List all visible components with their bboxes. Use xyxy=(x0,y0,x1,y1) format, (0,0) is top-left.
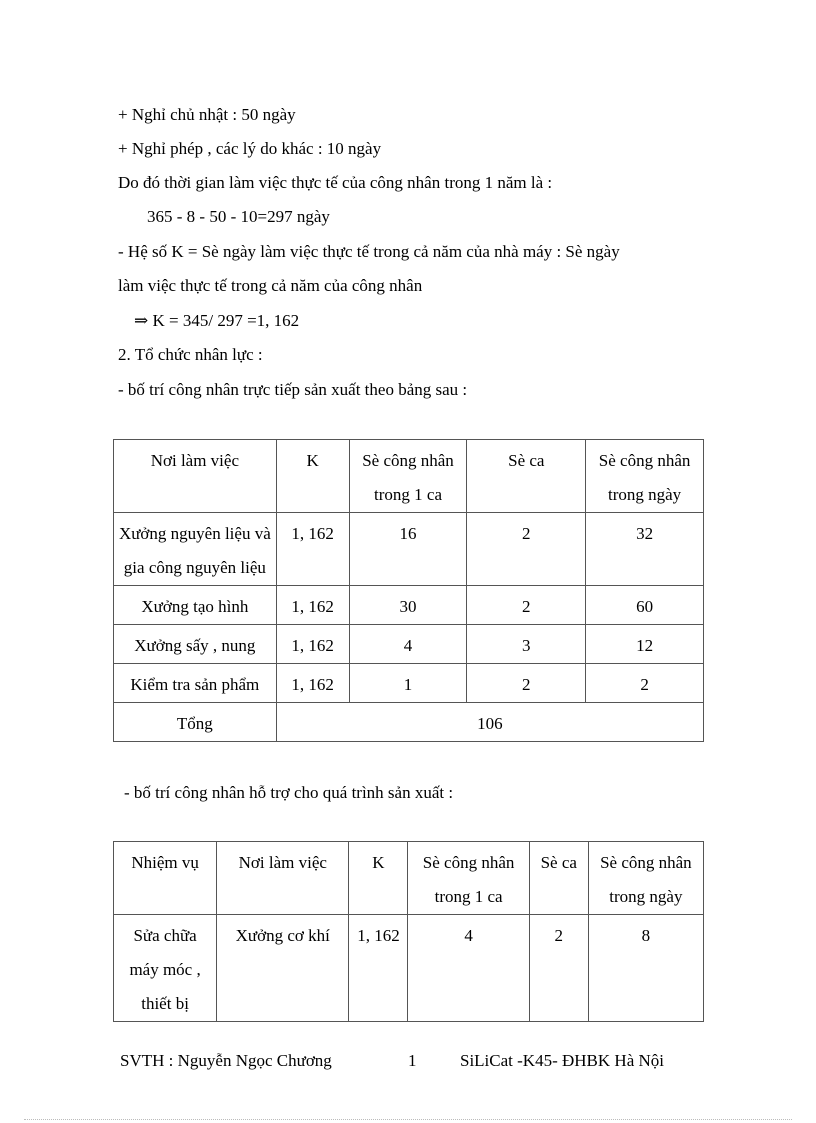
header-cell: K xyxy=(276,440,349,513)
text-line: làm việc thực tế trong cả năm của công nhân xyxy=(118,276,423,295)
header-cell: Nơi làm việc xyxy=(217,842,349,915)
table-row xyxy=(114,664,704,703)
section-heading: 2. Tổ chức nhân lực : xyxy=(118,345,263,364)
table-row xyxy=(114,625,704,664)
table-row xyxy=(114,586,704,625)
table-cell: 1, 162 xyxy=(276,586,349,625)
table-header-row xyxy=(114,440,704,513)
table-cell: 3 xyxy=(467,625,586,664)
header-cell: Sè ca xyxy=(467,440,586,513)
table-cell: 2 xyxy=(467,586,586,625)
table-cell: 2 xyxy=(586,664,704,703)
total-value: 106 xyxy=(276,703,703,742)
header-cell: K xyxy=(349,842,408,915)
table-cell: 1, 162 xyxy=(349,915,408,1022)
footer-author: SVTH : Nguyễn Ngọc Chương xyxy=(120,1051,332,1070)
text-line: - Hệ số K = Sè ngày làm việc thực tế trong cả năm của nhà máy : Sè ngày xyxy=(118,242,620,261)
text-line: + Nghỉ chủ nhật : 50 ngày xyxy=(118,105,296,124)
table-cell: 2 xyxy=(467,513,586,586)
table-cell: Xưởng tạo hình xyxy=(114,586,277,625)
page-edge-divider xyxy=(24,1119,792,1120)
footer-page-number: 1 xyxy=(408,1051,417,1070)
header-cell: Sè công nhân trong 1 ca xyxy=(408,842,529,915)
table-header-row xyxy=(114,842,704,915)
table-cell: 8 xyxy=(588,915,703,1022)
header-cell: Sè công nhân trong ngày xyxy=(588,842,703,915)
table-cell: Xưởng cơ khí xyxy=(217,915,349,1022)
header-cell: Nơi làm việc xyxy=(114,440,277,513)
table-row xyxy=(114,513,704,586)
text-line: - bố trí công nhân hỗ trợ cho quá trình sản xuất : xyxy=(124,783,454,802)
table-cell: 1 xyxy=(349,664,467,703)
table-cell: 2 xyxy=(529,915,588,1022)
table-cell: Sửa chữa máy móc , thiết bị xyxy=(114,915,217,1022)
table-cell: 4 xyxy=(408,915,529,1022)
table-cell: 60 xyxy=(586,586,704,625)
support-workers-table xyxy=(113,841,704,1022)
table-cell: 2 xyxy=(467,664,586,703)
formula-line: ⇒ K = 345/ 297 =1, 162 xyxy=(134,311,300,330)
table-cell: 30 xyxy=(349,586,467,625)
table-cell: 1, 162 xyxy=(276,625,349,664)
table-cell: 1, 162 xyxy=(276,513,349,586)
footer-school: SiLiCat -K45- ĐHBK Hà Nội xyxy=(460,1051,664,1070)
text-line: + Nghỉ phép , các lý do khác : 10 ngày xyxy=(118,139,382,158)
total-row xyxy=(114,703,704,742)
text-line: - bố trí công nhân trực tiếp sản xuất theo bảng sau : xyxy=(118,380,468,399)
table-cell: Kiểm tra sản phẩm xyxy=(114,664,277,703)
text-line: Do đó thời gian làm việc thực tế của công nhân trong 1 năm là : xyxy=(118,173,553,192)
header-cell: Sè ca xyxy=(529,842,588,915)
direct-workers-table xyxy=(113,439,704,742)
table-cell: 12 xyxy=(586,625,704,664)
table-cell: 32 xyxy=(586,513,704,586)
header-cell: Nhiệm vụ xyxy=(114,842,217,915)
header-cell: Sè công nhân trong ngày xyxy=(586,440,704,513)
table-row xyxy=(114,915,704,1022)
total-label: Tổng xyxy=(114,703,277,742)
formula-line: 365 - 8 - 50 - 10=297 ngày xyxy=(147,207,330,226)
table-cell: 4 xyxy=(349,625,467,664)
header-cell: Sè công nhân trong 1 ca xyxy=(349,440,467,513)
table-cell: 1, 162 xyxy=(276,664,349,703)
table-cell: 16 xyxy=(349,513,467,586)
table-cell: Xưởng sấy , nung xyxy=(114,625,277,664)
table-cell: Xưởng nguyên liệu và gia công nguyên liệu xyxy=(114,513,277,586)
